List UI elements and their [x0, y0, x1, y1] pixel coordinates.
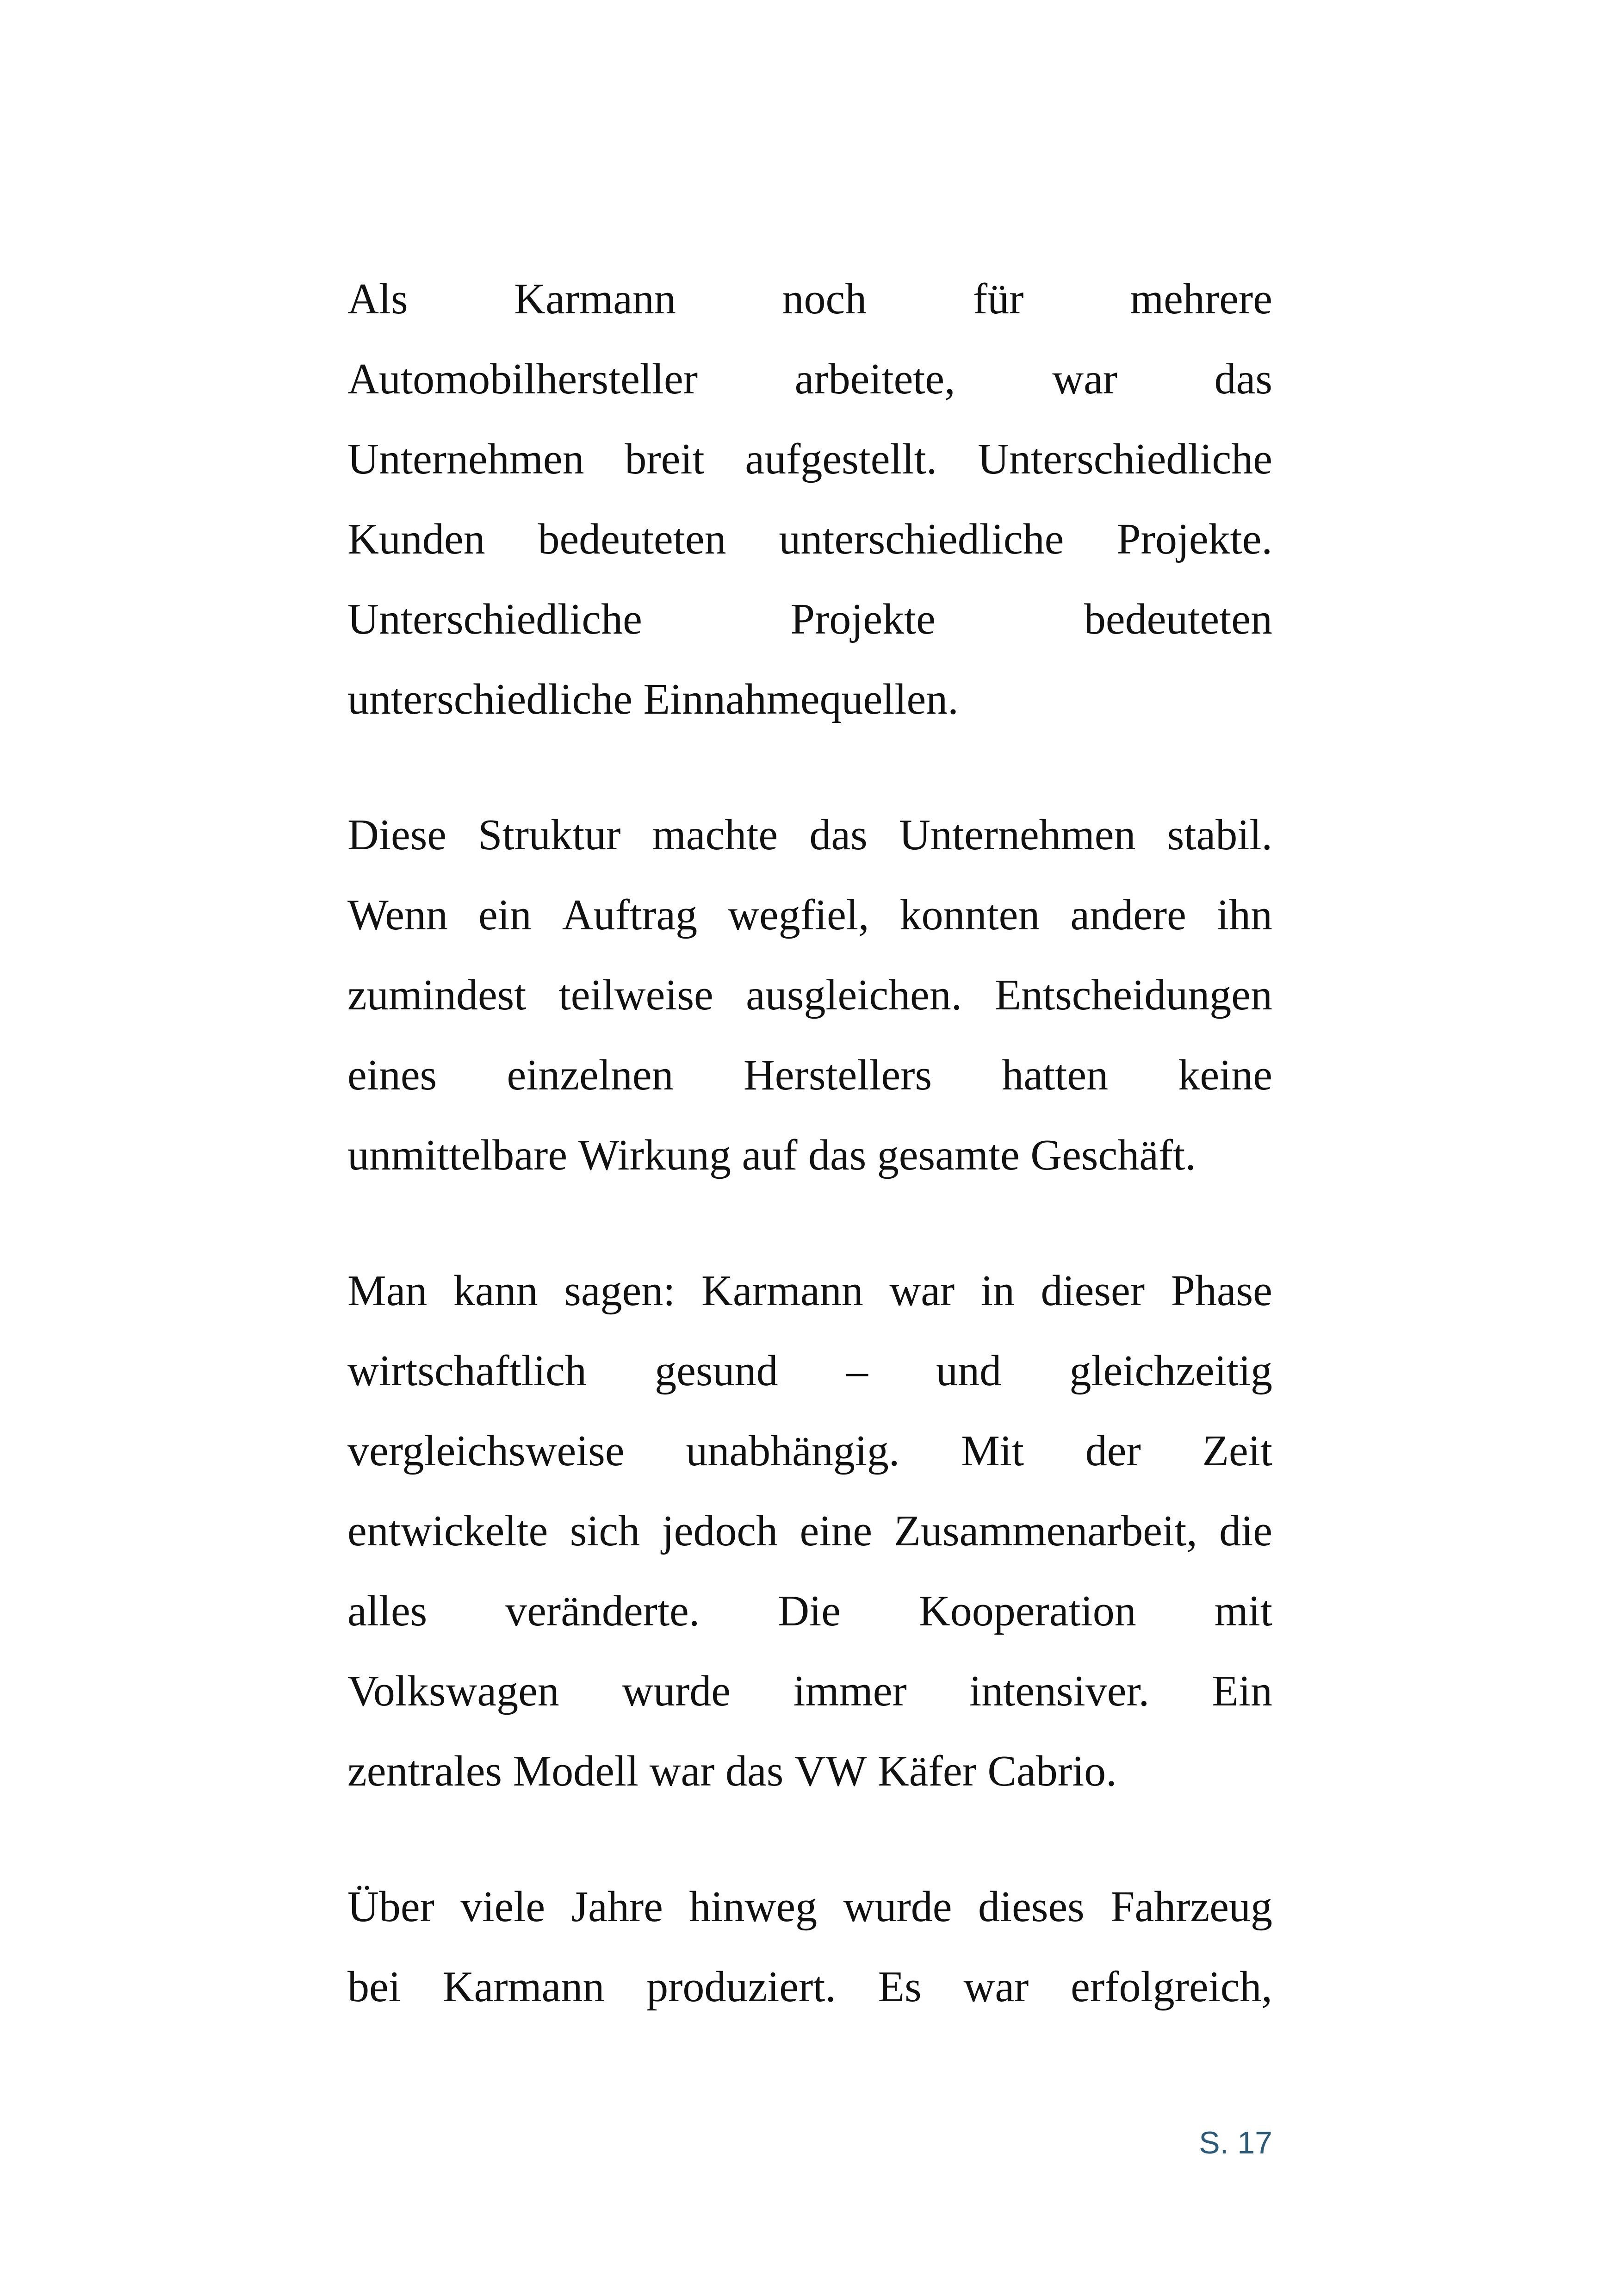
word: gleichzeitig: [1069, 1347, 1272, 1395]
word: Kunden: [347, 515, 485, 563]
word: Projekte: [790, 595, 936, 643]
text-line: [347, 795, 1272, 875]
word: zumindest: [347, 971, 527, 1019]
text-line: [347, 339, 1272, 419]
word: Geschäft.: [1030, 1131, 1196, 1179]
word: VW: [794, 1747, 867, 1795]
word: bedeuteten: [1084, 595, 1272, 643]
paragraph-gap: [347, 1195, 1272, 1251]
word: wurde: [622, 1667, 731, 1715]
word: wegfiel,: [728, 891, 869, 939]
text-line: [347, 875, 1272, 955]
text-line: [347, 1947, 1272, 2027]
text-line: [347, 259, 1272, 339]
word: entwickelte: [347, 1507, 548, 1555]
word: und: [936, 1347, 1002, 1395]
word: Es: [878, 1963, 922, 2011]
word: jedoch: [662, 1507, 778, 1555]
word: Unternehmen: [899, 811, 1136, 859]
word: Man: [347, 1267, 428, 1315]
paragraph-gap: [347, 1811, 1272, 1867]
word: konnten: [899, 891, 1040, 939]
word: Phase: [1171, 1267, 1272, 1315]
word: hatten: [1002, 1051, 1109, 1099]
word: Struktur: [478, 811, 621, 859]
word: war: [1052, 355, 1118, 403]
paragraph: [347, 795, 1272, 1195]
word: keine: [1178, 1051, 1272, 1099]
page-number: S. 17: [1199, 2125, 1272, 2160]
word: Käfer: [877, 1747, 977, 1795]
word: Über: [347, 1883, 434, 1931]
word: Unternehmen: [347, 435, 584, 483]
word: Diese: [347, 811, 447, 859]
word: Wenn: [347, 891, 448, 939]
text-line: [347, 579, 1272, 660]
word: Einnahmequellen.: [643, 675, 959, 723]
word: –: [846, 1347, 868, 1395]
text-line: [347, 1331, 1272, 1411]
word: unterschiedliche: [347, 675, 632, 723]
word: Als: [347, 275, 408, 323]
word: veränderte.: [505, 1587, 700, 1635]
word: mehrere: [1130, 275, 1272, 323]
word: ein: [478, 891, 532, 939]
word: Jahre: [571, 1883, 663, 1931]
word: Cabrio.: [987, 1747, 1117, 1795]
word: stabil.: [1167, 811, 1272, 859]
paragraph: [347, 1251, 1272, 1811]
word: gesamte: [877, 1131, 1020, 1179]
word: Die: [778, 1587, 841, 1635]
word: sagen:: [564, 1267, 676, 1315]
text-line: [347, 1411, 1272, 1491]
word: einzelnen: [507, 1051, 674, 1099]
word: intensiver.: [969, 1667, 1150, 1715]
word: Ein: [1212, 1667, 1272, 1715]
text-line: [347, 1571, 1272, 1651]
word: Kooperation: [918, 1587, 1136, 1635]
word: war: [889, 1267, 955, 1315]
word: wirtschaftlich: [347, 1347, 587, 1395]
word: Mit: [961, 1427, 1024, 1475]
word: mit: [1214, 1587, 1272, 1635]
text-line: [347, 419, 1272, 499]
word: breit: [625, 435, 705, 483]
text-line: [347, 955, 1272, 1035]
word: das: [809, 811, 868, 859]
word: unabhängig.: [686, 1427, 900, 1475]
word: unmittelbare: [347, 1131, 568, 1179]
word: ausgleichen.: [746, 971, 962, 1019]
word: Volkswagen: [347, 1667, 559, 1715]
text-line: [347, 1651, 1272, 1731]
word: Entscheidungen: [994, 971, 1272, 1019]
word: erfolgreich,: [1071, 1963, 1272, 2011]
word: ihn: [1216, 891, 1272, 939]
text-line: [347, 660, 1272, 740]
word: eine: [800, 1507, 873, 1555]
word: Karmann: [442, 1963, 605, 2011]
word: Fahrzeug: [1110, 1883, 1272, 1931]
word: in: [980, 1267, 1015, 1315]
paragraph: [347, 259, 1272, 740]
word: Herstellers: [743, 1051, 932, 1099]
word: Zeit: [1202, 1427, 1272, 1475]
paragraph: [347, 1867, 1272, 2027]
word: teilweise: [558, 971, 713, 1019]
word: die: [1219, 1507, 1272, 1555]
word: viele: [460, 1883, 546, 1931]
text-line: [347, 1731, 1272, 1811]
text-line: [347, 1035, 1272, 1115]
word: alles: [347, 1587, 428, 1635]
word: auf: [742, 1131, 798, 1179]
word: bei: [347, 1963, 401, 2011]
word: andere: [1070, 891, 1186, 939]
word: der: [1085, 1427, 1141, 1475]
word: eines: [347, 1051, 437, 1099]
word: zentrales: [347, 1747, 502, 1795]
word: bedeuteten: [538, 515, 726, 563]
word: Projekte.: [1116, 515, 1272, 563]
word: Karmann: [514, 275, 676, 323]
word: Unterschiedliche: [978, 435, 1272, 483]
word: unterschiedliche: [779, 515, 1064, 563]
word: Zusammenarbeit,: [894, 1507, 1197, 1555]
word: Automobilhersteller: [347, 355, 698, 403]
word: gesund: [655, 1347, 778, 1395]
word: aufgestellt.: [745, 435, 937, 483]
word: noch: [782, 275, 867, 323]
word: war: [963, 1963, 1029, 2011]
word: das: [1214, 355, 1272, 403]
word: vergleichsweise: [347, 1427, 625, 1475]
word: Karmann: [701, 1267, 863, 1315]
word: Auftrag: [562, 891, 698, 939]
text-line: [347, 1491, 1272, 1571]
word: Wirkung: [578, 1131, 731, 1179]
text-line: [347, 499, 1272, 579]
word: Unterschiedliche: [347, 595, 642, 643]
word: arbeitete,: [794, 355, 955, 403]
word: das: [808, 1131, 867, 1179]
word: dieser: [1041, 1267, 1145, 1315]
text-line: [347, 1115, 1272, 1195]
text-line: [347, 1867, 1272, 1947]
word: machte: [652, 811, 778, 859]
paragraph-gap: [347, 740, 1272, 795]
word: immer: [793, 1667, 907, 1715]
word: das: [725, 1747, 784, 1795]
text-line: [347, 1251, 1272, 1331]
word: kann: [453, 1267, 538, 1315]
word: war: [649, 1747, 715, 1795]
body-text: [347, 259, 1272, 2027]
word: produziert.: [646, 1963, 836, 2011]
word: wurde: [843, 1883, 952, 1931]
word: Modell: [513, 1747, 639, 1795]
word: sich: [570, 1507, 640, 1555]
word: dieses: [978, 1883, 1085, 1931]
word: hinweg: [689, 1883, 818, 1931]
word: für: [973, 275, 1024, 323]
